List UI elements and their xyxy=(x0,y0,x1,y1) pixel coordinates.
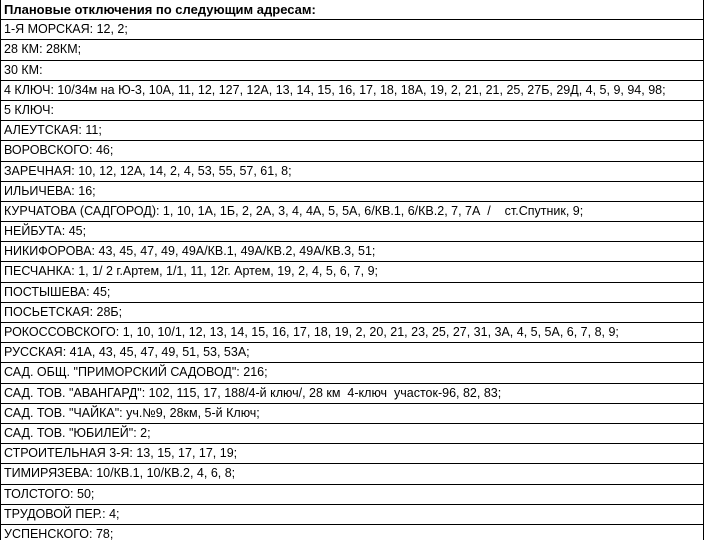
address-row-kurchatova: КУРЧАТОВА (САДГОРОД): 1, 10, 1А, 1Б, 2, 2А, 3, 4, 4А, 5, 5А, 6/КВ.1, 6/КВ.2, 7, 7А / ст.Спутник, 9; xyxy=(1,202,703,222)
address-row-aleutskaya: АЛЕУТСКАЯ: 11; xyxy=(1,121,703,141)
address-row-stroitelnaya: СТРОИТЕЛЬНАЯ 3-Я: 13, 15, 17, 17, 19; xyxy=(1,444,703,464)
address-row-vorovskogo: ВОРОВСКОГО: 46; xyxy=(1,141,703,161)
address-row-yubiley: САД. ТОВ. "ЮБИЛЕЙ": 2; xyxy=(1,424,703,444)
address-row-rokossovskogo: РОКОССОВСКОГО: 1, 10, 10/1, 12, 13, 14, 15, 16, 17, 18, 19, 2, 20, 21, 23, 25, 27, 31, 3А, 4, 5, 5А, 6, 7, 8, 9; xyxy=(1,323,703,343)
address-row-trudovoy: ТРУДОВОЙ ПЕР.: 4; xyxy=(1,505,703,525)
address-row-posetskaya: ПОСЬЕТСКАЯ: 28Б; xyxy=(1,303,703,323)
address-row-4-klyuch: 4 КЛЮЧ: 10/34м на Ю-3, 10А, 11, 12, 127, 12А, 13, 14, 15, 16, 17, 18, 18А, 19, 2, 21, 21, 25, 27Б, 29Д, 4, 5, 9, 94, 98; xyxy=(1,81,703,101)
address-row-uspenskogo: УСПЕНСКОГО: 78; xyxy=(1,525,703,540)
address-row-chayka: САД. ТОВ. "ЧАЙКА": уч.№9, 28км, 5-й Ключ; xyxy=(1,404,703,424)
address-row-peschanka: ПЕСЧАНКА: 1, 1/ 2 г.Артем, 1/1, 11, 12г. Артем, 19, 2, 4, 5, 6, 7, 9; xyxy=(1,262,703,282)
address-row-5-klyuch: 5 КЛЮЧ: xyxy=(1,101,703,121)
address-row-nikiforova: НИКИФОРОВА: 43, 45, 47, 49, 49А/КВ.1, 49А/КВ.2, 49А/КВ.3, 51; xyxy=(1,242,703,262)
address-row-timiryazeva: ТИМИРЯЗЕВА: 10/КВ.1, 10/КВ.2, 4, 6, 8; xyxy=(1,464,703,484)
address-row-30-km: 30 КМ: xyxy=(1,61,703,81)
address-row-zarechnaya: ЗАРЕЧНАЯ: 10, 12, 12А, 14, 2, 4, 53, 55, 57, 61, 8; xyxy=(1,162,703,182)
address-row-tolstogo: ТОЛСТОГО: 50; xyxy=(1,485,703,505)
address-row-avangard: САД. ТОВ. "АВАНГАРД": 102, 115, 17, 188/4-й ключ/, 28 км 4-ключ участок-96, 82, 83; xyxy=(1,384,703,404)
table-title: Плановые отключения по следующим адресам: xyxy=(1,0,703,20)
address-row-primorskiy-sadovod: САД. ОБЩ. "ПРИМОРСКИЙ САДОВОД": 216; xyxy=(1,363,703,383)
address-row-ilicheva: ИЛЬИЧЕВА: 16; xyxy=(1,182,703,202)
address-row-28-km: 28 КМ: 28КМ; xyxy=(1,40,703,60)
address-row-russkaya: РУССКАЯ: 41А, 43, 45, 47, 49, 51, 53, 53А; xyxy=(1,343,703,363)
address-row-1ya-morskaya: 1-Я МОРСКАЯ: 12, 2; xyxy=(1,20,703,40)
address-row-neybuta: НЕЙБУТА: 45; xyxy=(1,222,703,242)
address-row-postysheva: ПОСТЫШЕВА: 45; xyxy=(1,283,703,303)
